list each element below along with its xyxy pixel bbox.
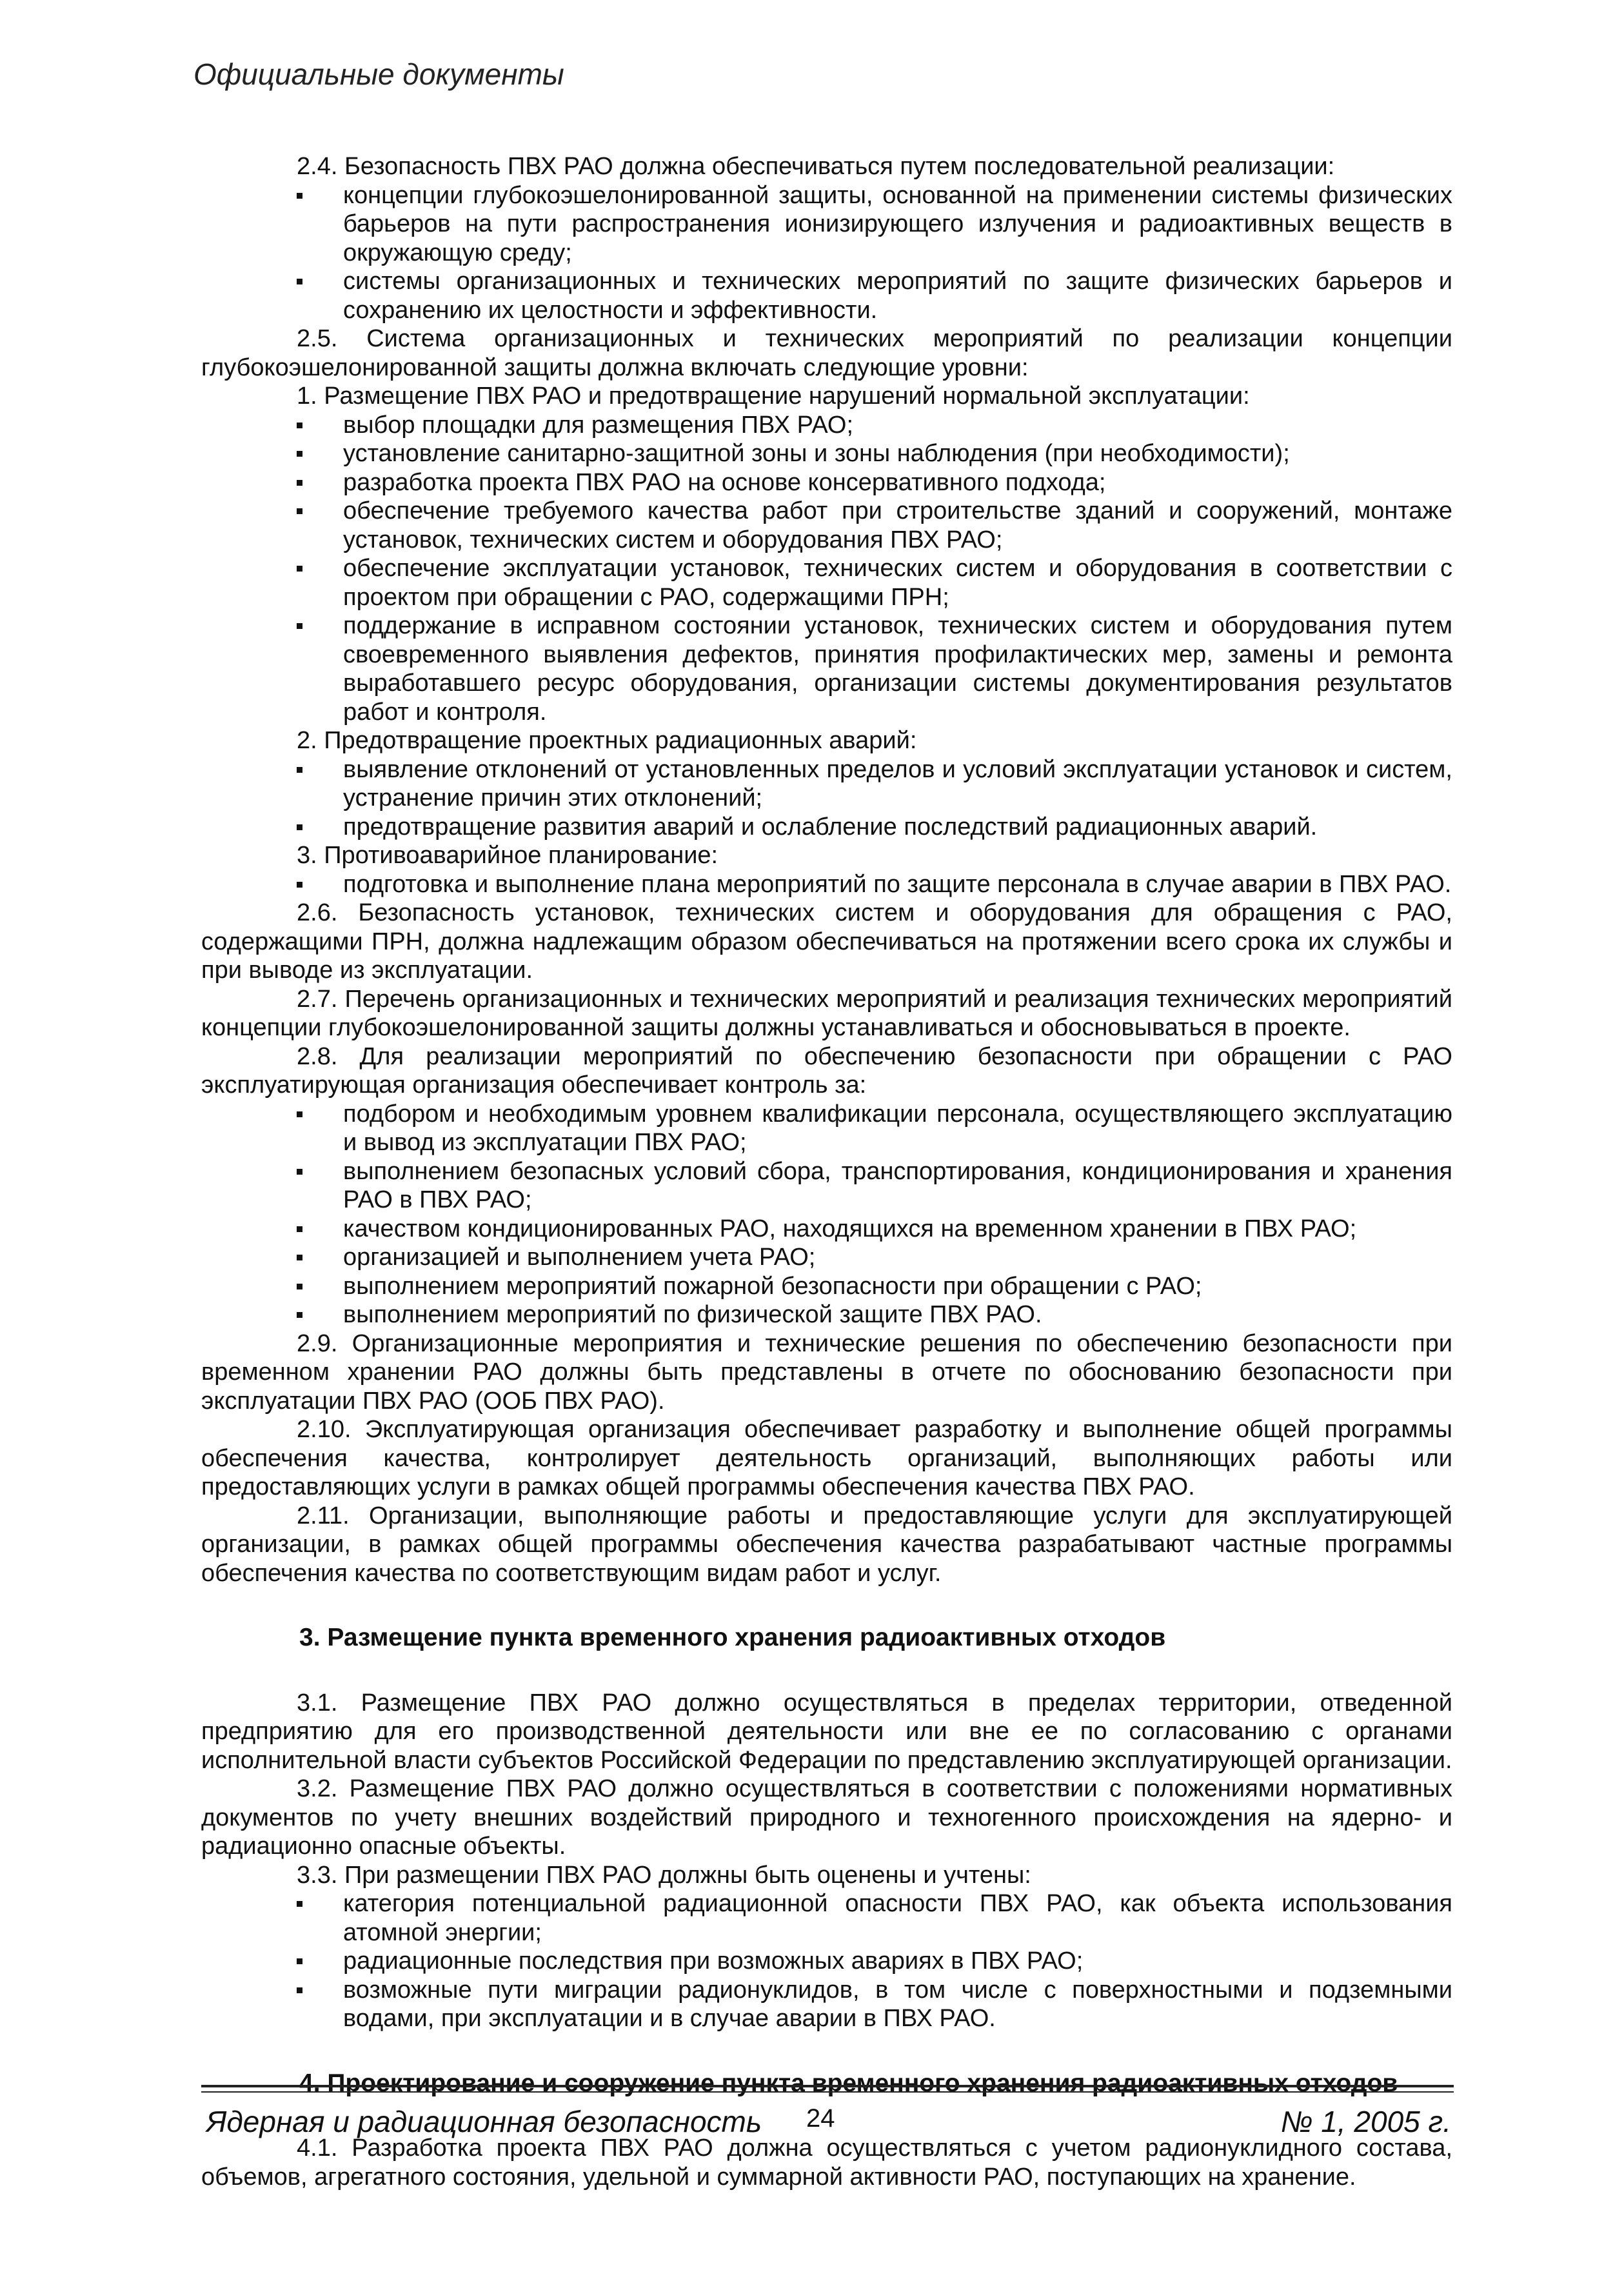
paragraph-2-11: 2.11. Организации, выполняющие работы и предоставляющие услуги для эксплуатирующей организации, в рамках общей программы обеспечения качества разрабатывают частные программы обеспечения качества по соответствующим видам работ и услуг. (201, 1502, 1452, 1587)
paragraph-4-1: 4.1. Разработка проекта ПВХ РАО должна осуществляться с учетом радионуклидного состава, объемов, агрегатного состояния, удельной и суммарной активности РАО, поступающих на хранение. (201, 2135, 1452, 2191)
footer-rule-thin (201, 2091, 1454, 2093)
page-header: Официальные документы (193, 57, 564, 91)
paragraph-3-2: 3.2. Размещение ПВХ РАО должно осуществляться в соответствии с положениями нормативных документов по учету внешних воздействий природного и техногенного происхождения на ядерно- и радиационно опасные объекты. (201, 1775, 1452, 1860)
list-level-1 (201, 411, 1452, 727)
section-heading-3: 3. Размещение пункта временного хранения радиоактивных отходов (299, 1624, 1166, 1651)
list-item: выбор площадки для размещения ПВХ РАО; (343, 411, 1452, 440)
level-1-title: 1. Размещение ПВХ РАО и предотвращение нарушений нормальной эксплуатации: (297, 383, 1250, 410)
paragraph-2-5: 2.5. Система организационных и технических мероприятий по реализации концепции глубокоэшелонированной защиты должна включать следующие уровни: (201, 325, 1452, 381)
level-2-title: 2. Предотвращение проектных радиационных аварий: (297, 727, 917, 754)
list-3-3 (201, 1889, 1452, 2033)
list-item: выполнением безопасных условий сбора, транспортирования, кондиционирования и хранения РАО в ПВХ РАО; (343, 1157, 1452, 1213)
list-item: поддержание в исправном состоянии установок, технических систем и оборудования путем своевременного выявления дефектов, принятия профилактических мер, замены и ремонта выработавшего ресурс оборудования, организации системы документирования результатов работ и контроля. (343, 612, 1452, 726)
page-number: 24 (806, 2104, 835, 2133)
list-item: выполнением мероприятий пожарной безопасности при обращении с РАО; (343, 1272, 1452, 1301)
list-item: системы организационных и технических мероприятий по защите физических барьеров и сохранению их целостности и эффективности. (343, 268, 1452, 324)
list-item: концепции глубокоэшелонированной защиты, основанной на применении системы физических барьеров на пути распространения ионизирующего излучения и радиоактивных веществ в окружающую среду; (343, 181, 1452, 266)
paragraph-2-10: 2.10. Эксплуатирующая организация обеспечивает разработку и выполнение общей программы обеспечения качества, контролирует деятельность организаций, выполняющих работы или предоставляющих услуги в рамках общей программы обеспечения качества ПВХ РАО. (201, 1416, 1452, 1500)
document-body (201, 152, 1452, 2191)
list-level-2 (201, 755, 1452, 842)
list-item: возможные пути миграции радионуклидов, в том числе с поверхностными и подземными водами, при эксплуатации и в случае аварии в ПВХ РАО. (343, 1976, 1452, 2032)
list-item: выявление отклонений от установленных пределов и условий эксплуатации установок и систем, устранение причин этих отклонений; (343, 755, 1452, 811)
section-heading-4: 4. Проектирование и сооружение пункта временного хранения радиоактивных отходов (299, 2069, 1398, 2097)
list-item: разработка проекта ПВХ РАО на основе консервативного подхода; (343, 468, 1452, 497)
paragraph-3-3: 3.3. При размещении ПВХ РАО должны быть оценены и учтены: (297, 1861, 1031, 1889)
paragraph-2-8: 2.8. Для реализации мероприятий по обеспечению безопасности при обращении с РАО эксплуатирующая организация обеспечивает контроль за: (201, 1042, 1452, 1099)
list-item: категория потенциальной радиационной опасности ПВХ РАО, как объекта использования атомной энергии; (343, 1890, 1452, 1946)
level-3-title: 3. Противоаварийное планирование: (297, 842, 718, 869)
paragraph-3-1: 3.1. Размещение ПВХ РАО должно осуществляться в пределах территории, отведенной предприятию для его производственной деятельности или вне ее по согласованию с органами исполнительной власти субъектов Российской Федерации по представлению эксплуатирующей организации. (201, 1689, 1452, 1774)
list-item: обеспечение требуемого качества работ при строительстве зданий и сооружений, монтаже установок, технических систем и оборудования ПВХ РАО; (343, 497, 1452, 553)
list-item: установление санитарно-защитной зоны и зоны наблюдения (при необходимости); (343, 439, 1452, 468)
list-item: радиационные последствия при возможных авариях в ПВХ РАО; (343, 1947, 1452, 1976)
list-item: организацией и выполнением учета РАО; (343, 1243, 1452, 1272)
paragraph-2-6: 2.6. Безопасность установок, технических систем и оборудования для обращения с РАО, содержащими ПРН, должна надлежащим образом обеспечиваться на протяжении всего срока их службы и при выводе из эксплуатации. (201, 899, 1452, 984)
list-level-3 (201, 870, 1452, 899)
list-2-4 (201, 181, 1452, 325)
footer-rule-thick (201, 2085, 1454, 2087)
list-item: предотвращение развития аварий и ослабление последствий радиационных аварий. (343, 813, 1452, 842)
paragraph-2-9: 2.9. Организационные мероприятия и технические решения по обеспечению безопасности при временном хранении РАО должны быть представлены в отчете по обоснованию безопасности при эксплуатации ПВХ РАО (ООБ ПВХ РАО). (201, 1329, 1452, 1415)
issue-number: № 1, 2005 г. (1280, 2105, 1451, 2138)
journal-name: Ядерная и радиационная безопасность (206, 2105, 762, 2138)
list-item: выполнением мероприятий по физической защите ПВХ РАО. (343, 1300, 1452, 1329)
paragraph-2-7: 2.7. Перечень организационных и технических мероприятий и реализация технических мероприятий концепции глубокоэшелонированной защиты должны устанавливаться и обосновываться в проекте. (201, 985, 1452, 1041)
list-item: подбором и необходимым уровнем квалификации персонала, осуществляющего эксплуатацию и вывод из эксплуатации ПВХ РАО; (343, 1100, 1452, 1156)
list-2-8 (201, 1100, 1452, 1329)
list-item: обеспечение эксплуатации установок, технических систем и оборудования в соответствии с проектом при обращении с РАО, содержащими ПРН; (343, 555, 1452, 611)
list-item: подготовка и выполнение плана мероприятий по защите персонала в случае аварии в ПВХ РАО. (343, 870, 1452, 898)
paragraph-2-4: 2.4. Безопасность ПВХ РАО должна обеспечиваться путем последовательной реализации: (297, 153, 1335, 180)
list-item: качеством кондиционированных РАО, находящихся на временном хранении в ПВХ РАО; (343, 1215, 1452, 1244)
page-footer (201, 2104, 1454, 2140)
